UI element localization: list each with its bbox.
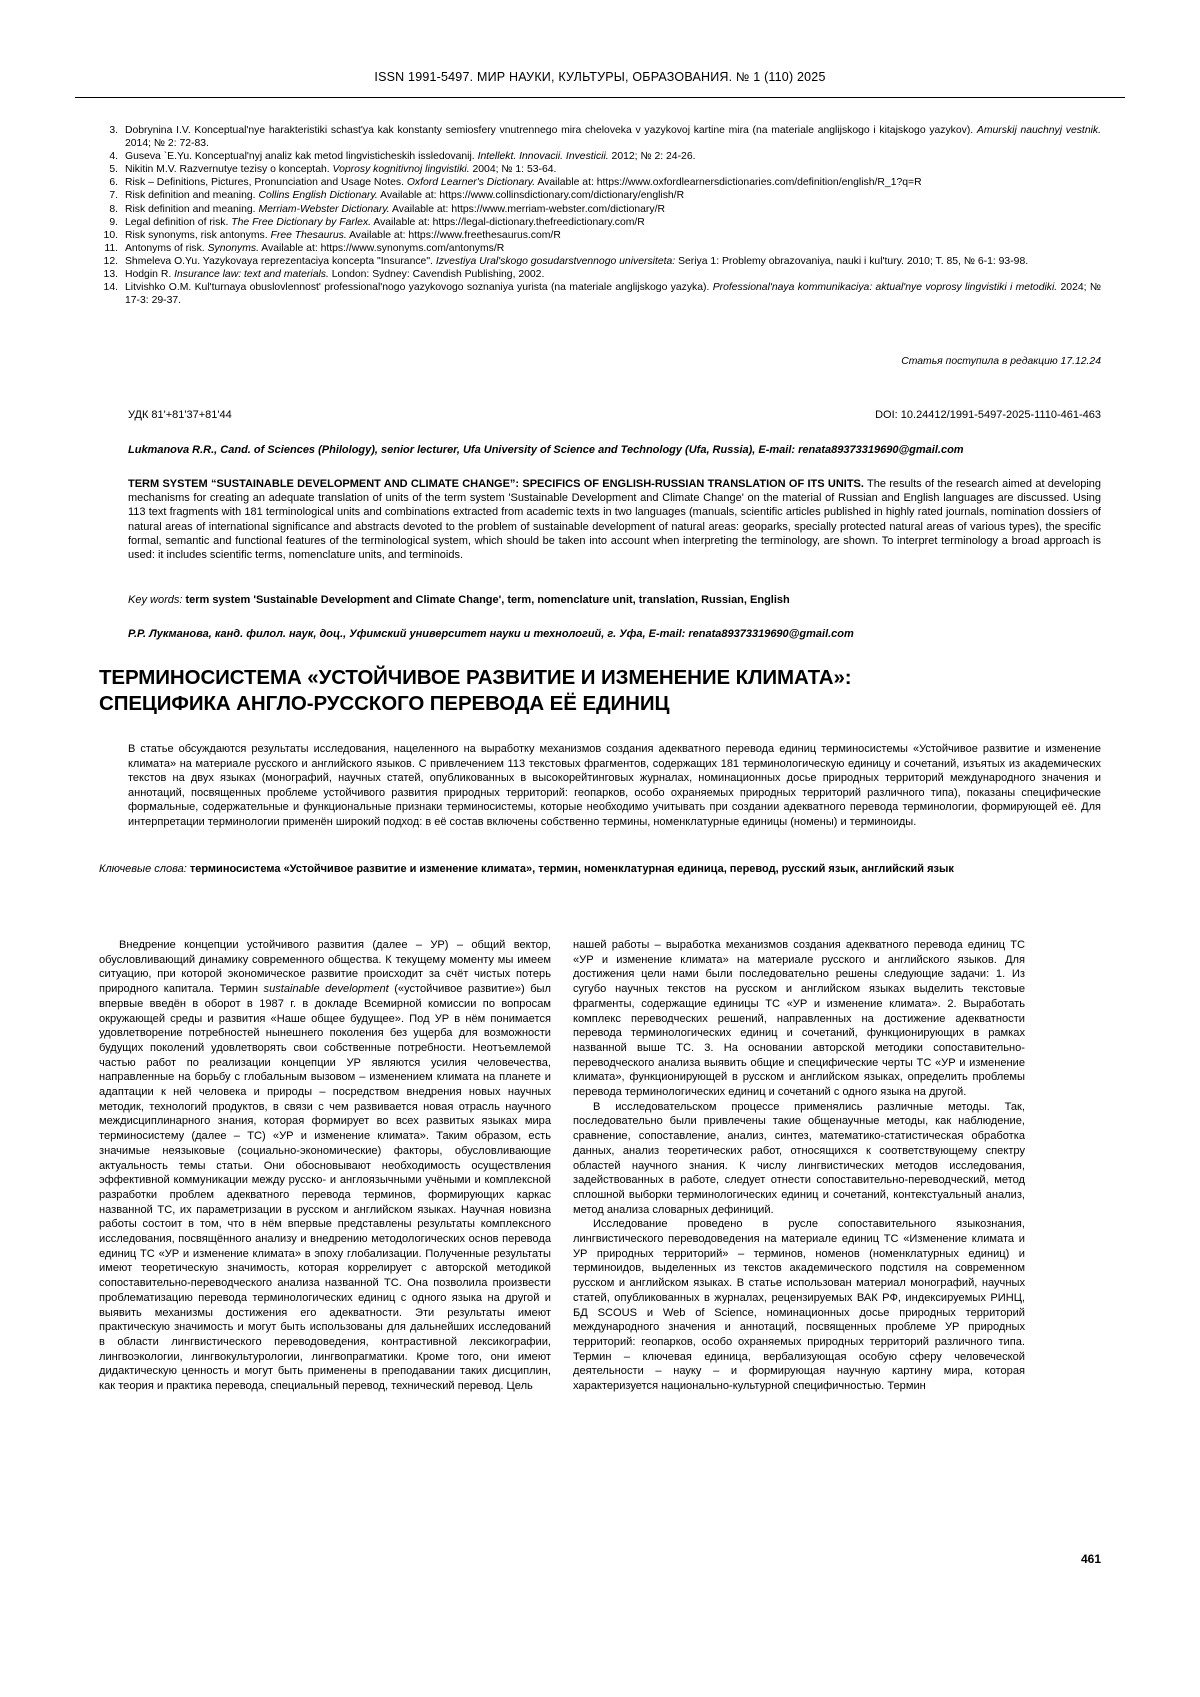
keywords-english bbox=[128, 593, 1101, 607]
reference-text: Risk definition and meaning. Collins English Dictionary. Available at: https://www.collinsdictionary.com/dictionary/english/R bbox=[125, 190, 685, 202]
abstract-russian-body: В статье обсуждаются результаты исследования, нацеленного на выработку механизмов создания адекватного перевода единиц терминосистемы «Устойчивое развитие и изменение климата» на материале русского и английского языков. С привлечением 113 текстовых фрагментов, содержащих 181 терминологическую единицу и сочетаний, изъятых из академических текстов на двух языках (монографий, научных статей, опубликованных в высокорейтинговых журналах, номинационных досье природных территорий международного значения и аннотаций, посвященных проблеме устойчивого развития природных территорий: геопарков, особо охраняемых природных территорий различного типа), показаны специфические формальные, содержательные и функциональные признаки терминосистемы, которые необходимо учитывать при создании адекватного перевода терминологии, формирующей её. Для интерпретации терминологии применён широкий подход: в её состав включены собственно термины, номенклатурные единицы (номены) и терминоиды. bbox=[128, 743, 1101, 828]
keywords-english-value: term system 'Sustainable Development and Climate Change', term, nomenclature unit, translation, Russian, English bbox=[185, 594, 790, 606]
author-name-english: Lukmanova R.R., Cand. of Sciences (Philology), senior lecturer, Ufa University of Science and Technology (Ufa, Russia), E-mail: renata89373319690@gmail.com bbox=[128, 444, 964, 456]
reference-text: Litvishko O.M. Kul'turnaya obuslovlennost' professional'nogo yazykovogo soznaniya yurista (na materiale anglijskogo yazyka). Professional'naya kommunikaciya: aktual'nye voprosy lingvistiki i metodiki. 2024; № 17-3: 29-37. bbox=[125, 282, 1101, 307]
reference-number: 6. bbox=[109, 177, 118, 189]
received-date: Статья поступила в редакцию 17.12.24 bbox=[901, 356, 1101, 367]
page-title-line2: СПЕЦИФИКА АНГЛО-РУССКОГО ПЕРЕВОДА ЕЁ ЕДИНИЦ bbox=[99, 692, 670, 715]
reference-number: 7. bbox=[109, 190, 118, 202]
reference-item bbox=[99, 176, 1101, 189]
keywords-russian-value: терминосистема «Устойчивое развитие и изменение климата», термин, номенклатурная единица, перевод, русский язык, английский язык bbox=[189, 863, 954, 875]
reference-item bbox=[99, 281, 1101, 307]
paragraph: Исследование проведено в русле сопоставительного языкознания, лингвистического переводоведения на материале единиц ТС «Изменение климата и УР природных территорий» – терминов, номенов (номенклатурных единиц) и терминоидов, выделенных из текстов академического подстиля на современном русском и английском языках. В статье использован материал монографий, научных статей, опубликованных в журналах, рецензируемых ВАК РФ, индексируемых РИНЦ, БД SCOUS и Web of Science, номинационных досье природных территорий международного значения и аннотаций, посвященных проблеме УР природных территорий: геопарков, особо охраняемых природных территорий различного типа. Термин – ключевая единица, вербализующая особую сферу человеческой деятельности – науку – и формирующая научную картину мира, которая характеризуется национально-культурной специфичностью. Термин bbox=[573, 1218, 1025, 1393]
abstract-english-body: The results of the research aimed at developing mechanisms for creating an adequate translation of units of the term system 'Sustainable Development and Climate Change' on the material of Russian and English languages are discussed. Using 113 text fragments with 181 terminological units and combinations extracted from academic texts in two languages (manuals, scientific articles published in highly rated journals, nomination dossiers of natural areas of international significance and abstracts devoted to the problem of sustainable development of natural areas: geoparks, specially protected natural areas of various types), the specific formal, semantic and functional features of the terminological system, which should be taken into account when interpreting the terminology, are shown. To interpret terminology a broad approach is used: it includes scientific terms, nomenclature units, and terminoids. bbox=[128, 478, 1101, 562]
reference-text: Dobrynina I.V. Konceptual'nye harakteristiki schast'ya kak konstanty semiosfery vnutrennego mira cheloveka v yazykovoj kartine mira (na materiale anglijskogo i kitajskogo yazykov). Amurskij nauchnyj vestnik. 2014; № 2: 72-83. bbox=[125, 125, 1101, 150]
page-title bbox=[99, 665, 1101, 717]
reference-item bbox=[99, 189, 1101, 202]
reference-text: Nikitin M.V. Razvernutye tezisy o konceptah. Voprosy kognitivnoj lingvistiki. 2004; № 1: 53-64. bbox=[125, 164, 557, 176]
reference-number: 3. bbox=[109, 125, 118, 136]
paragraph: Внедрение концепции устойчивого развития (далее – УР) – общий вектор, обусловливающий динамику современного общества. К текущему моменту мы имеем ситуацию, при которой экономическое развитие происходит за счёт чистых потерь природного капитала. Термин sustainable development («устойчивое развитие») был впервые введён в оборот в 1987 г. в докладе Всемирной комиссии по вопросам окружающей среды и развития «Наше общее будущее». Под УР в нём понимается удовлетворение потребностей нынешнего поколения без ущерба для возможности будущих поколений удовлетворять свои собственные потребности. Неотъемлемой частью работ по реализации концепции УР являются усилия человечества, направленные на борьбу с глобальным вызовом – изменением климата на планете и адаптации к ней человека и природы – посредством внедрения новых научных методик, технологий продуктов, в связи с чем развивается новая отрасль научного междисциплинарного знания, которая формирует во всех развитых языках мира терминосистему (далее – ТС) «УР и изменение климата». Таким образом, есть значимые неязыковые (социально-экономические) факторы, обусловливающие актуальность темы статьи. Они обосновывают необходимость осуществления эффективной коммуникации между русско- и англоязычными учёными и комплексной разработки проблем адекватного перевода терминов, формирующих каркас названной ТС, их параметризации в русском и английском языках. Научная новизна работы состоит в том, что в нём впервые представлены результаты комплексного исследования, посвящённого анализу и внедрению методологических основ перевода единиц ТС «УР и изменение климата» в эпоху глобализации. Полученные результаты имеют теоретическую значимость, которая коррелирует с авторской методикой сопоставительно-переводческого анализа названной ТС. Она позволила произвести проблематизацию перевода терминологических единиц с одного языка на другой и выявить механизмы достижения его адекватности. Эти результаты имеют практическую значимость и могут быть использованы для дальнейших исследований в области лингвистического переводоведения, контрастивной лексикографии, лингвоэкологии, лингвокультурологии, лингвопрагматики. Кроме того, они имеют дидактическую ценность и могут быть применены в преподавании таких дисциплин, как теория и практика перевода, специальный перевод, технический перевод. Цель bbox=[99, 939, 551, 1393]
reference-number: 12. bbox=[103, 255, 118, 267]
body-column-left bbox=[99, 938, 551, 1394]
keywords-english-label: Key words: bbox=[128, 594, 183, 606]
reference-item bbox=[99, 216, 1101, 229]
article-title-english: TERM SYSTEM “SUSTAINABLE DEVELOPMENT AND CLIMATE CHANGE”: SPECIFICS OF ENGLISH-RUSSIAN TRANSLATION OF ITS UNITS. bbox=[128, 478, 864, 490]
keywords-russian-label: Ключевые слова: bbox=[99, 863, 187, 875]
reference-item bbox=[99, 255, 1101, 268]
running-head: ISSN 1991-5497. МИР НАУКИ, КУЛЬТУРЫ, ОБРАЗОВАНИЯ. № 1 (110) 2025 bbox=[374, 70, 826, 84]
reference-item bbox=[99, 124, 1101, 150]
reference-number: 9. bbox=[109, 216, 118, 228]
header-divider bbox=[75, 97, 1125, 98]
page-number: 461 bbox=[1080, 1552, 1101, 1566]
reference-item bbox=[99, 150, 1101, 163]
udk-code: УДК 81'+81'37+81'44 bbox=[128, 409, 232, 421]
reference-text: Legal definition of risk. The Free Dictionary by Farlex. Available at: https://legal-dictionary.thefreedictionary.com/R bbox=[125, 216, 645, 228]
keywords-russian bbox=[99, 862, 1101, 877]
reference-text: Antonyms of risk. Synonyms. Available at: https://www.synonyms.com/antonyms/R bbox=[125, 242, 505, 254]
reference-text: Hodgin R. Insurance law: text and materials. London: Sydney: Cavendish Publishing, 2002. bbox=[125, 269, 545, 281]
reference-text: Risk definition and meaning. Merriam-Webster Dictionary. Available at: https://www.merriam-webster.com/dictionary/R bbox=[125, 203, 665, 215]
reference-number: 13. bbox=[103, 269, 118, 281]
reference-item bbox=[99, 268, 1101, 281]
reference-number: 4. bbox=[109, 151, 118, 163]
reference-number: 10. bbox=[103, 229, 118, 241]
reference-number: 5. bbox=[109, 164, 118, 176]
reference-number: 14. bbox=[103, 282, 118, 294]
abstract-english bbox=[128, 477, 1101, 562]
reference-item bbox=[99, 229, 1101, 242]
doi-code: DOI: 10.24412/1991-5497-2025-1110-461-463 bbox=[875, 409, 1101, 421]
abstract-russian bbox=[128, 742, 1101, 830]
reference-item bbox=[99, 163, 1101, 176]
reference-number: 11. bbox=[104, 242, 118, 254]
reference-list bbox=[99, 124, 1101, 307]
author-name-russian: Р.Р. Лукманова, канд. филол. наук, доц., Уфимский университет науки и технологий, г. Уфа, E-mail: renata89373319690@gmail.com bbox=[128, 628, 854, 640]
reference-item bbox=[99, 203, 1101, 216]
reference-text: Guseva `E.Yu. Konceptual'nyj analiz kak metod lingvisticheskih issledovanij. Intellekt. Innovacii. Investicii. 2012; № 2: 24-26. bbox=[125, 151, 696, 163]
paragraph: В исследовательском процессе применялись различные методы. Так, последовательно были привлечены такие общенаучные методы, как наблюдение, сравнение, сопоставление, анализ, синтез, математико-статистическая обработка данных, анализ теоретических работ, относящихся к соответствующему спектру областей научного знания. К числу лингвистических методов исследования, задействованных в работе, следует отнести сопоставительно-переводческий, метод сплошной выборки терминологических единиц и сочетаний, контекстуальный анализ, метод анализа словарных дефиниций. bbox=[573, 1100, 1025, 1216]
reference-number: 8. bbox=[109, 203, 118, 215]
paragraph: нашей работы – выработка механизмов создания адекватного перевода единиц ТС «УР и изменение климата» на материале русского и английского языков. Для достижения цели нами были последовательно решены следующие задачи: 1. Из сугубо научных текстов на русском и английском языках выделить текстовые фрагменты, содержащие единицы ТС «УР и изменение климата». 2. Выработать комплекс переводческих решений, направленных на достижение адекватности перевода терминологических единиц и сочетаний, функционирующих в рамках названной выше ТС. 3. На основании авторской методики сопоставительно-переводческого анализа выявить общие и специфические черты ТС «УР и изменение климата», функционирующей в русском и английском языках, определить проблемы перевода терминологических единиц и сочетаний с одного языка на другой. bbox=[573, 939, 1025, 1099]
reference-item bbox=[99, 242, 1101, 255]
author-line-russian bbox=[128, 627, 1101, 641]
udk-doi-row bbox=[128, 409, 1101, 421]
author-line-english bbox=[128, 443, 1101, 457]
reference-text: Risk – Definitions, Pictures, Pronunciation and Usage Notes. Oxford Learner's Dictionary. Available at: https://www.oxfordlearnersdictionaries.com/definition/english/R_1?q=R bbox=[125, 177, 922, 189]
body-column-right bbox=[573, 938, 1025, 1394]
reference-text: Shmeleva O.Yu. Yazykovaya reprezentaciya koncepta "Insurance". Izvestiya Ural'skogo gosudarstvennogo universiteta: Seriya 1: Problemy obrazovaniya, nauki i kul'tury. 2010; T. 85, № 6-1: 93-98. bbox=[125, 255, 1029, 267]
reference-text: Risk synonyms, risk antonyms. Free Thesaurus. Available at: https://www.freethesaurus.com/R bbox=[125, 229, 561, 241]
page-title-line1: ТЕРМИНОСИСТЕМА «УСТОЙЧИВОЕ РАЗВИТИЕ И ИЗМЕНЕНИЕ КЛИМАТА»: bbox=[99, 666, 852, 689]
